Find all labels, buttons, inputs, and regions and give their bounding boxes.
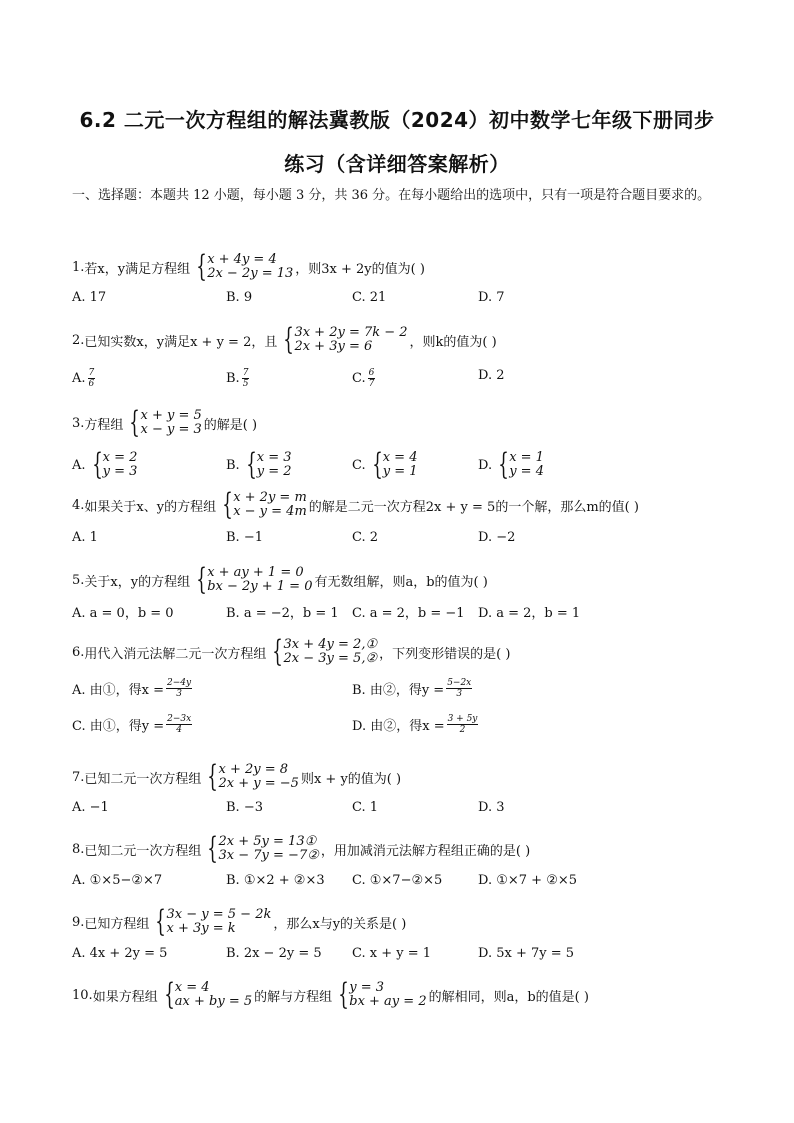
brace: {	[498, 447, 509, 482]
option-system	[242, 447, 292, 482]
question-text: 方程组	[84, 417, 124, 433]
system-rows	[383, 451, 418, 479]
question-3	[72, 405, 732, 440]
question-text: 如果方程组	[92, 989, 158, 1005]
equation: y = 4	[509, 464, 544, 479]
fraction	[242, 368, 250, 389]
fraction	[446, 678, 472, 699]
system-rows	[219, 763, 299, 791]
question-number: 7.	[72, 769, 85, 785]
option-A[interactable]	[72, 447, 139, 482]
option-label: B. 由②，得y =	[352, 683, 445, 698]
denominator: 6	[88, 379, 95, 389]
equation-system	[203, 831, 319, 866]
system-rows	[207, 253, 293, 281]
question-6	[72, 634, 732, 669]
option-system	[494, 447, 544, 482]
question-text: 则x + y的值为( )	[300, 771, 402, 787]
equation: x = 1	[509, 450, 544, 465]
system-rows	[167, 908, 272, 936]
system-rows	[233, 491, 307, 519]
numerator: 5−2x	[447, 678, 472, 688]
equation: x = 3	[256, 450, 292, 465]
section-instructions: 一、选择题：本题共 12 小题，每小题 3 分，共 36 分。在每小题给出的选项中，只有一项是符合题目要求的。	[72, 188, 711, 203]
question-4	[72, 487, 732, 522]
equation: x = 4	[174, 980, 210, 995]
equation-system	[268, 634, 378, 669]
equation-system	[203, 759, 299, 794]
option-D[interactable]	[478, 368, 505, 383]
option-system	[88, 447, 138, 482]
question-7	[72, 759, 732, 794]
equation-system	[192, 562, 313, 597]
option-B[interactable]	[352, 678, 474, 699]
equation: 3x + 4y = 2,①	[283, 637, 378, 652]
equation: 2x + 3y = 6	[294, 339, 373, 354]
equation: y = 3	[349, 980, 385, 995]
equation: 2x + 5y = 13①	[218, 834, 317, 849]
equation: x + 3y = k	[166, 921, 236, 936]
system-rows	[509, 451, 544, 479]
question-text: ，下列变形错误的是( )	[379, 646, 511, 662]
option-label: C. 由①，得y =	[72, 719, 165, 734]
equation: x + 2y = m	[233, 490, 307, 505]
brace: {	[338, 977, 349, 1012]
equation: x − y = 4m	[233, 504, 307, 519]
brace: {	[155, 904, 167, 939]
equation: 3x − y = 5 − 2k	[166, 907, 272, 922]
equation-system	[192, 249, 294, 284]
equation: 2x − 3y = 5,②	[283, 651, 378, 666]
equation: x + y = 5	[140, 408, 202, 423]
question-10	[72, 977, 732, 1012]
option-label: A.	[72, 457, 86, 473]
equation: bx + ay = 2	[349, 994, 427, 1009]
question-text: ，用加减消元法解方程组正确的是( )	[320, 843, 531, 859]
numerator: 7	[88, 368, 95, 378]
numerator: 2−4y	[167, 678, 192, 688]
option-D[interactable]: D. a = 2，b = 1	[478, 606, 581, 621]
fraction	[166, 678, 192, 699]
equation: 2x + y = −5	[218, 776, 299, 791]
equation: x − y = 3	[140, 422, 202, 437]
option-A[interactable]	[72, 678, 194, 699]
option-B[interactable]: B. 2x − 2y = 5	[226, 946, 322, 961]
question-number: 10.	[72, 987, 93, 1003]
system-rows	[257, 451, 292, 479]
option-label: A. 由①，得x =	[72, 683, 165, 698]
option-A[interactable]: A. 4x + 2y = 5	[72, 946, 168, 961]
page-title-line2: 练习（含详细答案解析）	[284, 152, 510, 176]
page-title-line1: 6.2 二元一次方程组的解法冀教版（2024）初中数学七年级下册同步	[79, 108, 715, 132]
question-text: 的解是二元一次方程2x + y = 5的一个解，那么m的值( )	[308, 499, 639, 515]
question-number: 4.	[72, 497, 85, 513]
equation-system	[160, 977, 253, 1012]
equation-system	[125, 405, 202, 440]
option-D[interactable]: D. 3	[478, 800, 505, 815]
option-B[interactable]: B. 9	[226, 290, 253, 305]
system-rows	[175, 981, 252, 1009]
option-D[interactable]: D. −2	[478, 530, 516, 545]
brace: {	[371, 447, 383, 482]
question-text: 的解相同，则a，b的值是( )	[428, 989, 589, 1005]
denominator: 2	[459, 725, 466, 735]
option-label: D. 由②，得x =	[352, 719, 445, 734]
option-A[interactable]: A. ①×5−②×7	[72, 873, 163, 888]
option-C[interactable]	[352, 368, 377, 389]
option-label: D.	[478, 457, 493, 473]
question-5	[72, 562, 732, 597]
question-number: 1.	[72, 259, 85, 275]
equation: x = 4	[382, 450, 418, 465]
option-A[interactable]: A. −1	[72, 800, 109, 815]
equation-system	[279, 322, 408, 357]
system-rows	[207, 566, 312, 594]
option-A[interactable]: A. a = 0，b = 0	[72, 606, 174, 621]
equation-system	[151, 904, 272, 939]
question-number: 8.	[72, 841, 85, 857]
system-rows	[284, 638, 378, 666]
question-text: 有无数组解，则a，b的值为( )	[314, 574, 488, 590]
brace: {	[245, 447, 257, 482]
brace: {	[207, 759, 219, 794]
option-C[interactable]: C. 21	[352, 290, 387, 305]
option-label: B.	[226, 371, 240, 386]
equation: x + ay + 1 = 0	[207, 565, 304, 580]
brace: {	[163, 977, 175, 1012]
equation-system	[218, 487, 307, 522]
option-B[interactable]: B. −1	[226, 530, 263, 545]
question-number: 9.	[72, 914, 85, 930]
equation: 3x + 2y = 7k − 2	[294, 325, 408, 340]
question-text: 用代入消元法解二元一次方程组	[84, 646, 267, 662]
option-C[interactable]	[72, 714, 194, 735]
system-rows	[103, 451, 138, 479]
fraction	[88, 368, 96, 389]
question-8	[72, 831, 732, 866]
option-label: B.	[226, 457, 240, 473]
equation: 3x − 7y = −7②	[218, 848, 319, 863]
option-D[interactable]: D. 7	[478, 290, 505, 305]
option-C[interactable]	[352, 447, 420, 482]
equation: y = 1	[382, 464, 418, 479]
brace: {	[129, 405, 141, 440]
numerator: 2−3x	[167, 714, 192, 724]
fraction	[447, 714, 479, 735]
question-text: 若x，y满足方程组	[84, 261, 191, 277]
question-text: 关于x，y的方程组	[84, 574, 191, 590]
option-D[interactable]: D. ①×7 + ②×5	[478, 873, 578, 888]
option-label: A.	[72, 371, 86, 386]
equation: x + 4y = 4	[207, 252, 277, 267]
brace: {	[283, 322, 295, 357]
option-system	[368, 447, 418, 482]
equation: y = 2	[256, 464, 292, 479]
question-text: 如果关于x、y的方程组	[84, 499, 217, 515]
question-text: 已知二元一次方程组	[84, 771, 202, 787]
numerator: 7	[242, 368, 249, 378]
option-A[interactable]: A. 1	[72, 530, 98, 545]
denominator: 7	[368, 379, 375, 389]
option-A[interactable]: A. 17	[72, 290, 107, 305]
option-A[interactable]	[72, 368, 97, 389]
fraction	[166, 714, 192, 735]
numerator: 3 + 5y	[447, 714, 478, 724]
numerator: 6	[368, 368, 375, 378]
option-C[interactable]: C. ①×7−②×5	[352, 873, 443, 888]
option-C[interactable]: C. 2	[352, 530, 379, 545]
question-number: 3.	[72, 415, 85, 431]
option-B[interactable]: B. ①×2 + ②×3	[226, 873, 325, 888]
equation: y = 3	[102, 464, 138, 479]
option-D[interactable]	[352, 714, 480, 735]
equation: bx − 2y + 1 = 0	[207, 579, 313, 594]
question-text: 的解与方程组	[254, 989, 333, 1005]
question-text: 已知方程组	[84, 916, 150, 932]
equation: 2x − 2y = 13	[207, 266, 294, 281]
equation: ax + by = 5	[174, 994, 253, 1009]
system-rows	[294, 326, 407, 354]
fraction	[368, 368, 376, 389]
question-1	[72, 249, 732, 284]
question-text: ，则k的值为( )	[409, 334, 497, 350]
option-B[interactable]: B. a = −2，b = 1	[226, 606, 339, 621]
option-label: C.	[352, 457, 366, 473]
question-number: 2.	[72, 332, 85, 348]
brace: {	[272, 634, 284, 669]
option-D[interactable]	[478, 447, 546, 482]
question-text: 已知实数x，y满足x + y = 2，且	[84, 334, 278, 350]
option-C[interactable]: C. 1	[352, 800, 379, 815]
question-9	[72, 904, 732, 939]
equation: x = 2	[102, 450, 138, 465]
option-C[interactable]: C. a = 2，b = −1	[352, 606, 465, 621]
option-B[interactable]	[226, 447, 294, 482]
question-text: 已知二元一次方程组	[84, 843, 202, 859]
denominator: 3	[176, 689, 182, 699]
equation: x + 2y = 8	[218, 762, 289, 777]
question-2	[72, 322, 732, 357]
brace: {	[196, 562, 207, 597]
option-C[interactable]: C. x + y = 1	[352, 946, 432, 961]
question-text: ，则3x + 2y的值为( )	[295, 261, 425, 277]
question-text: ，那么x与y的关系是( )	[273, 916, 407, 932]
denominator: 3	[456, 689, 463, 699]
brace: {	[207, 831, 219, 866]
system-rows	[141, 409, 202, 437]
denominator: 5	[242, 379, 249, 389]
brace: {	[196, 249, 207, 284]
option-label: C.	[352, 371, 366, 386]
brace: {	[91, 447, 103, 482]
system-rows	[219, 835, 319, 863]
brace: {	[222, 487, 233, 522]
equation-system	[334, 977, 427, 1012]
option-label: D. 2	[478, 368, 505, 383]
system-rows	[349, 981, 426, 1009]
denominator: 4	[176, 725, 183, 735]
option-D[interactable]: D. 5x + 7y = 5	[478, 946, 575, 961]
question-number: 5.	[72, 572, 85, 588]
option-B[interactable]	[226, 368, 251, 389]
option-B[interactable]: B. −3	[226, 800, 263, 815]
question-number: 6.	[72, 644, 85, 660]
question-text: 的解是( )	[203, 417, 258, 433]
